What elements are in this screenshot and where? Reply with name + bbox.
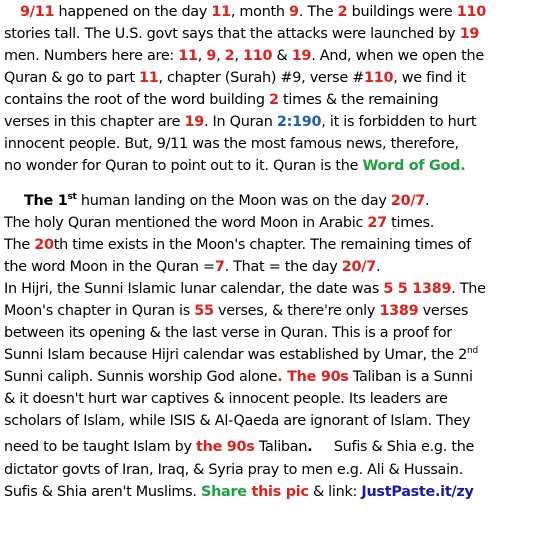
number: 11: [211, 4, 231, 20]
text: contains the root of the word building: [4, 92, 269, 108]
number: 110: [456, 4, 486, 20]
number: 2: [224, 48, 235, 64]
highlight-the-90s: the 90s: [196, 439, 255, 455]
number: 19: [291, 48, 312, 64]
text: innocent people. But, 9/11 was the most famous news, therefore,: [4, 136, 459, 152]
text: In Hijri, the Sunni Islamic lunar calendar, the date was: [4, 281, 384, 297]
text: verses in this chapter are: [4, 114, 185, 130]
p2-line-14: [4, 482, 552, 502]
date: 20/7: [390, 193, 426, 209]
text: dictator govts of Iran, Iraq, & Syria pray to men e.g. Ali & Hussain.: [4, 462, 463, 478]
p1-line-6: [4, 112, 552, 132]
text: ,: [197, 48, 207, 64]
text: Taliban is a Sunni: [348, 369, 473, 385]
text: men. Numbers here are:: [4, 48, 179, 64]
number: 110: [364, 70, 394, 86]
p1-line-7: [4, 134, 552, 154]
text: , it is forbidden to hurt: [321, 114, 477, 130]
text: .: [425, 193, 430, 209]
p1-line-8: [4, 156, 552, 176]
p2-line-3: [4, 235, 552, 255]
p2-line-4: [4, 257, 552, 277]
text: The 1: [24, 193, 68, 209]
p2-line-11: [4, 411, 552, 431]
link-justpaste[interactable]: JustPaste.it/zy: [361, 484, 474, 500]
text: Sunni Islam because Hijri calendar was established by Umar, the 2: [4, 347, 468, 363]
hijri-date: 5 5 1389: [383, 281, 452, 297]
text: happened on the day: [54, 4, 212, 20]
number: 11: [138, 70, 159, 86]
number: 2: [268, 92, 279, 108]
p2-line-9: [4, 367, 552, 387]
text: Taliban: [254, 439, 308, 455]
p1-line-1: [4, 2, 552, 22]
p2-line-6: [4, 301, 552, 321]
text: Moon's chapter in Quran is: [4, 303, 195, 319]
number: 110: [243, 48, 273, 64]
text: Quran & go to part: [4, 70, 139, 86]
text: Sufis & Shia e.g. the: [312, 439, 475, 455]
text: , chapter (Surah) #9, verse #: [158, 70, 365, 86]
superscript: st: [67, 192, 77, 202]
number: 19: [184, 114, 204, 130]
number: 1389: [379, 303, 419, 319]
text: .: [277, 369, 283, 385]
number: 2: [337, 4, 348, 20]
text: need to be taught Islam by: [4, 439, 196, 455]
text: . The: [451, 281, 486, 297]
this-pic-word: this pic: [246, 484, 309, 500]
number: 20: [34, 237, 54, 253]
text: Sunni caliph. Sunnis worship God alone: [4, 369, 278, 385]
text: The: [4, 237, 35, 253]
text: stories tall. The U.S. govt says that the attacks were launched by: [4, 26, 460, 42]
p2-line-2: [4, 213, 552, 233]
superscript: nd: [467, 346, 478, 356]
text: verses: [418, 303, 469, 319]
text: . That = the day: [224, 259, 342, 275]
text: scholars of Islam, while ISIS & Al-Qaeda are ignorant of Islam. They: [4, 413, 471, 429]
text: ,: [234, 48, 243, 64]
p2-line-7: [4, 323, 552, 343]
p2-line-8: [4, 345, 552, 365]
text: buildings were: [347, 4, 457, 20]
date: 20/7: [341, 259, 376, 275]
text: & it doesn't hurt war captives & innocent people. Its leaders are: [4, 391, 448, 407]
p2-line-13: [4, 460, 552, 480]
p2-line-1: [4, 191, 552, 211]
text: human landing on the Moon was on the day: [76, 193, 391, 209]
share-word: Share: [200, 484, 247, 500]
text: . And, when we open the: [311, 48, 484, 64]
number-9-11: 9/11: [20, 4, 55, 20]
p1-line-3: [4, 46, 552, 66]
text: , month: [230, 4, 290, 20]
text: th time exists in the Moon's chapter. The remaining times of: [53, 237, 471, 253]
text: . In Quran: [203, 114, 277, 130]
p1-line-5: [4, 90, 552, 110]
verse-reference: 2:190: [276, 114, 322, 130]
number: 11: [178, 48, 198, 64]
highlight-word-of-god: Word of God.: [362, 158, 466, 174]
text: Sufis & Shia aren't Muslims.: [4, 484, 201, 500]
text: times & the remaining: [278, 92, 439, 108]
text: &: [272, 48, 292, 64]
p1-line-2: [4, 24, 552, 44]
text: no wonder for Quran to point out to it. Quran is the: [4, 158, 363, 174]
text: & link:: [308, 484, 362, 500]
p2-line-12: [4, 437, 552, 457]
number: 19: [459, 26, 480, 42]
highlight-the-90s: The 90s: [282, 369, 349, 385]
number: 7: [214, 259, 225, 275]
p1-line-4: [4, 68, 552, 88]
text: .: [307, 439, 313, 455]
text: ,: [216, 48, 225, 64]
number: 27: [367, 215, 387, 231]
text: the word Moon in the Quran =: [4, 259, 215, 275]
text: .: [375, 259, 381, 275]
p2-line-5: [4, 279, 552, 299]
p2-line-10: [4, 389, 552, 409]
text: The holy Quran mentioned the word Moon in Arabic: [4, 215, 368, 231]
text: , we find it: [393, 70, 466, 86]
text: . The: [298, 4, 338, 20]
text: times.: [386, 215, 435, 231]
text: between its opening & the last verse in Quran. This is a proof for: [4, 325, 452, 341]
number: 55: [194, 303, 214, 319]
number: 9: [206, 48, 217, 64]
text: verses, & there're only: [213, 303, 380, 319]
number: 9: [289, 4, 299, 20]
